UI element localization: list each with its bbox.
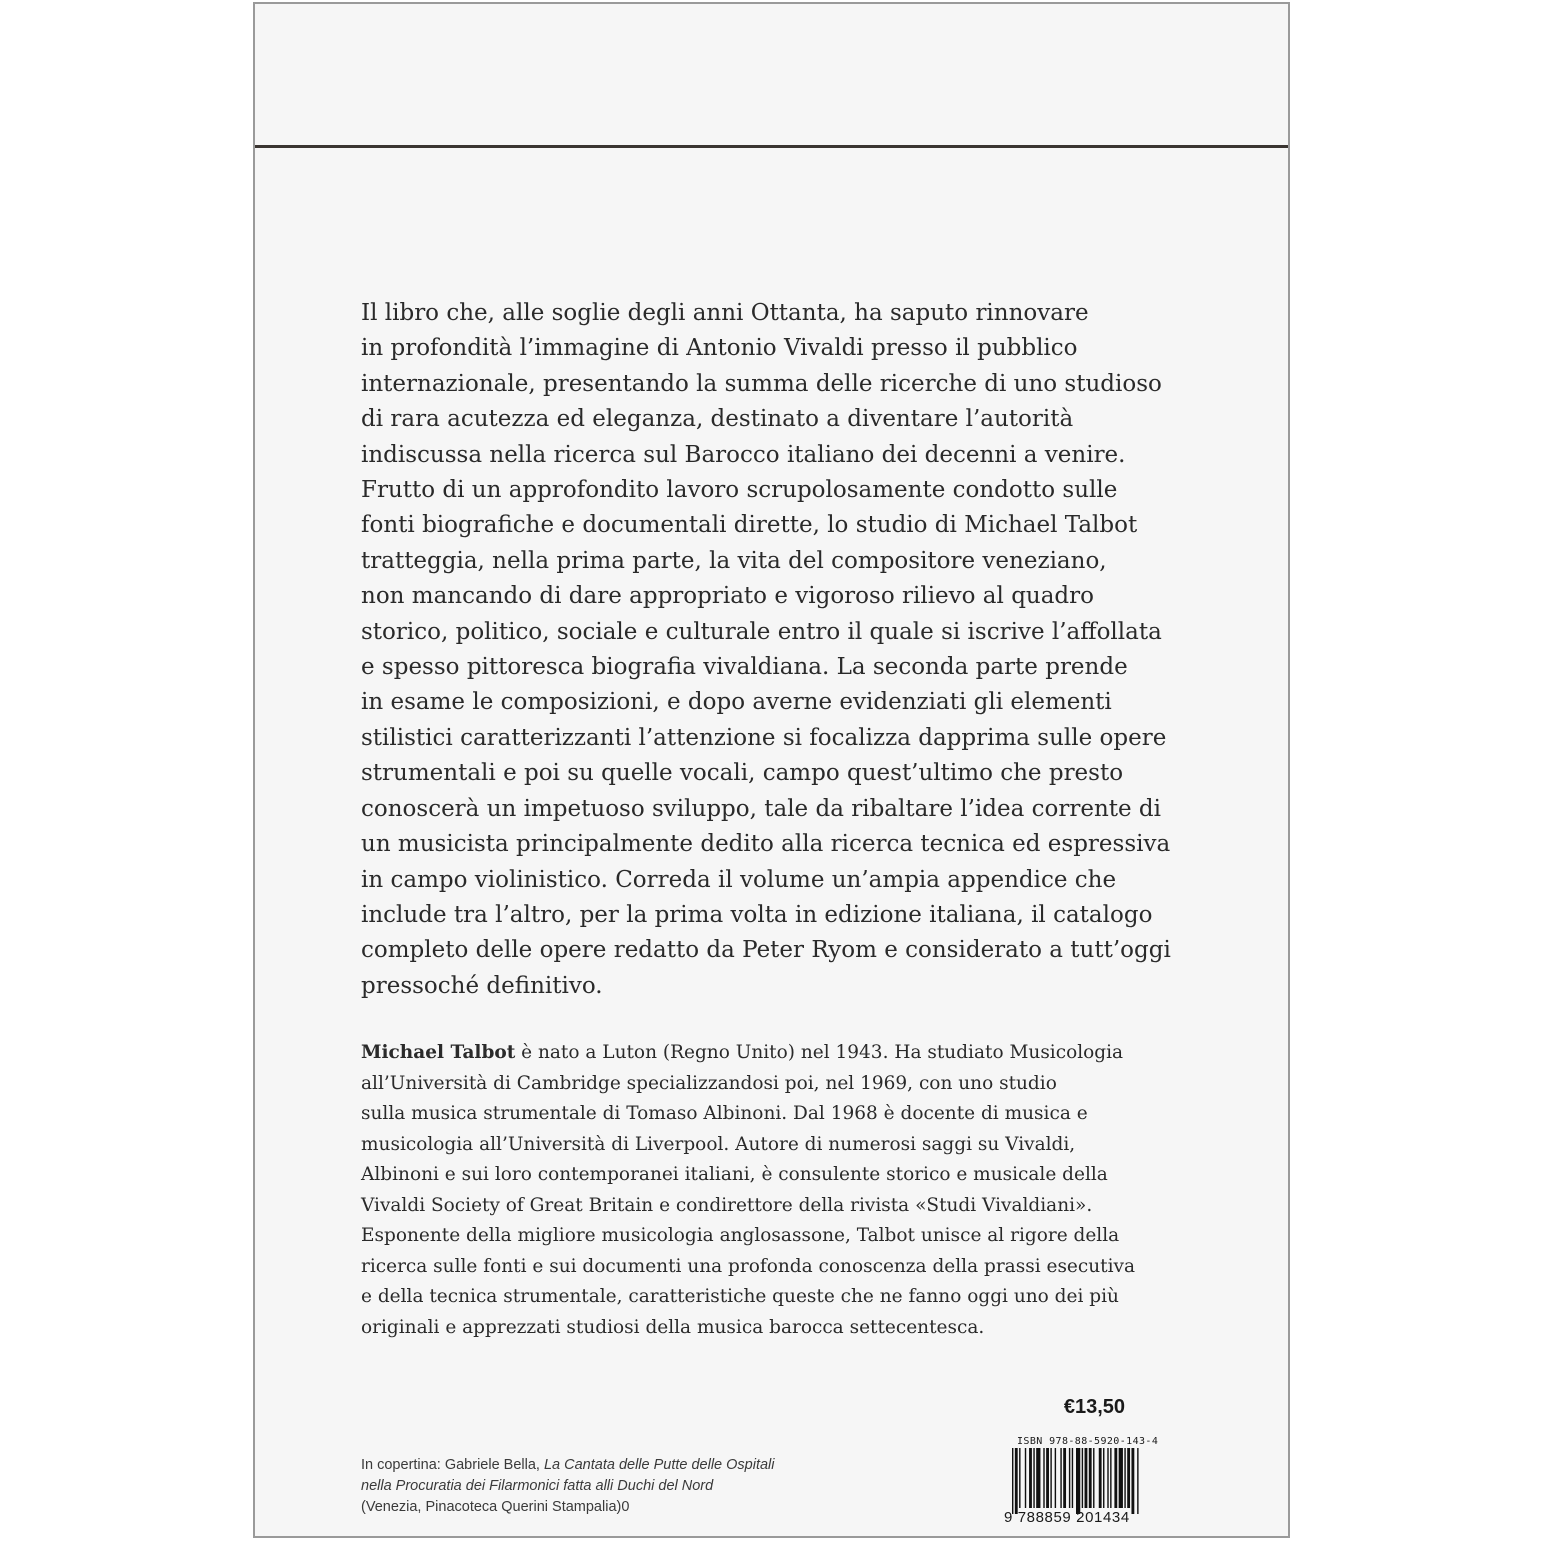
bio-line: musicologia all’Università di Liverpool. Autore di numerosi saggi su Vivaldi, [361, 1133, 1076, 1155]
barcode-bar [1025, 1448, 1026, 1508]
barcode-bar [1093, 1448, 1094, 1508]
synopsis-line: include tra l’altro, per la prima volta in edizione italiana, il catalogo [361, 901, 1153, 928]
synopsis-line: in esame le composizioni, e dopo averne evidenziati gli elementi [361, 689, 1112, 716]
barcode-bar [1046, 1448, 1049, 1508]
barcode-bar [1110, 1448, 1111, 1508]
credit-title-part2: nella Procuratia dei Filarmonici fatta alli Duchi del Nord [361, 1478, 714, 1494]
barcode-bar [1119, 1448, 1123, 1508]
cover-credit [361, 1455, 775, 1518]
author-bio [361, 1038, 1181, 1343]
barcode-bar [1015, 1448, 1018, 1514]
isbn-label: ISBN 978-88-5920-143-4 [1017, 1436, 1159, 1447]
barcode-bar [1029, 1448, 1032, 1508]
barcode-bar [1043, 1448, 1044, 1508]
synopsis-line: tratteggia, nella prima parte, la vita del compositore veneziano, [361, 547, 1107, 574]
bio-line: Esponente della migliore musicologia anglosassone, Talbot unisce al rigore della [361, 1225, 1120, 1246]
barcode-bar [1137, 1448, 1138, 1514]
bio-line: all’Università di Cambridge specializzandosi poi, nel 1969, con uno studio [361, 1072, 1057, 1094]
credit-location: (Venezia, Pinacoteca Querini Stampalia)0 [361, 1499, 630, 1515]
synopsis-line: pressoché definitivo. [361, 972, 603, 999]
synopsis-line: stilistici caratterizzanti l’attenzione si focalizza dapprima sulle opere [361, 724, 1167, 751]
synopsis-line: in campo violinistico. Correda il volume un’ampia appendice che [361, 866, 1117, 893]
price-label: €13,50 [1063, 1396, 1125, 1418]
barcode-image [1012, 1448, 1140, 1514]
bio-line: ricerca sulle fonti e sui documenti una profonda conoscenza della prassi esecutiva [361, 1255, 1135, 1277]
synopsis-line: e spesso pittoresca biografia vivaldiana. La seconda parte prende [361, 654, 1128, 681]
credit-line-2 [361, 1476, 775, 1497]
barcode-digits: 9 788859 201434 [1004, 1509, 1130, 1526]
synopsis-line: indiscussa nella ricerca sul Barocco italiano dei decenni a venire. [361, 441, 1126, 468]
synopsis-text [361, 296, 1181, 1004]
synopsis-line: Frutto di un approfondito lavoro scrupolosamente condotto sulle [361, 477, 1118, 504]
author-name: Michael Talbot [361, 1042, 516, 1063]
barcode-bar [1082, 1448, 1083, 1508]
book-back-cover [253, 2, 1290, 1538]
barcode-bar [1076, 1448, 1080, 1514]
synopsis-line: completo delle opere redatto da Peter Ryom e considerato a tutt’oggi [361, 937, 1171, 964]
barcode-bar [1131, 1448, 1134, 1514]
synopsis-line: conoscerà un impetuoso sviluppo, tale da ribaltare l’idea corrente di [361, 795, 1162, 822]
synopsis-line: strumentali e poi su quelle vocali, campo quest’ultimo che presto [361, 760, 1124, 787]
synopsis-line: internazionale, presentando la summa delle ricerche di uno studioso [361, 370, 1162, 397]
barcode-bar [1033, 1448, 1034, 1508]
barcode-bar [1036, 1448, 1040, 1508]
bio-line: e della tecnica strumentale, caratteristiche queste che ne fanno oggi uno dei più [361, 1286, 1119, 1307]
barcode-bar [1072, 1448, 1073, 1508]
synopsis-line: Il libro che, alle soglie degli anni Ottanta, ha saputo rinnovare [361, 300, 1089, 326]
barcode-bar [1055, 1448, 1056, 1508]
barcode-bar [1124, 1448, 1125, 1508]
credit-prefix: In copertina: Gabriele Bella, [361, 1457, 544, 1473]
credit-title-part1: La Cantata delle Putte delle Ospitali [543, 1457, 775, 1473]
bio-line: sulla musica strumentale di Tomaso Albinoni. Dal 1968 è docente di musica e [361, 1103, 1088, 1124]
barcode-bar [1085, 1448, 1088, 1508]
barcode-bar [1050, 1448, 1051, 1508]
barcode-bar [1019, 1448, 1020, 1508]
bio-line: Albinoni e sui loro contemporanei italiani, è consulente storico e musicale della [361, 1164, 1108, 1185]
bio-first-line [361, 1038, 1181, 1069]
barcode-bar [1069, 1448, 1070, 1508]
top-divider-rule [255, 145, 1288, 148]
synopsis-line: di rara acutezza ed eleganza, destinato a diventare l’autorità [361, 406, 1074, 433]
bio-first-line-rest: è nato a Luton (Regno Unito) nel 1943. Ha studiato Musicologia [515, 1042, 1124, 1063]
synopsis-line: storico, politico, sociale e culturale entro il quale si iscrive l’affollata [361, 618, 1162, 645]
barcode-bar [1114, 1448, 1117, 1508]
bio-line: originali e apprezzati studiosi della musica barocca settecentesca. [361, 1316, 985, 1338]
barcode-bar [1012, 1448, 1013, 1514]
barcode-bar [1103, 1448, 1104, 1508]
barcode-bar [1127, 1448, 1130, 1508]
synopsis-line: non mancando di dare appropriato e vigoroso rilievo al quadro [361, 583, 1095, 610]
synopsis-line: fonti biografiche e documentali dirette, lo studio di Michael Talbot [361, 512, 1138, 539]
bio-line: Vivaldi Society of Great Britain e condirettore della rivista «Studi Vivaldiani». [361, 1194, 1093, 1216]
barcode-bar [1099, 1448, 1102, 1508]
barcode-bar [1060, 1448, 1061, 1508]
barcode-bar [1063, 1448, 1066, 1508]
barcode-bar [1107, 1448, 1108, 1508]
synopsis-line: in profondità l’immagine di Antonio Vivaldi presso il pubblico [361, 335, 1078, 362]
barcode-bar [1089, 1448, 1092, 1508]
credit-line-1 [361, 1455, 775, 1476]
synopsis-line: un musicista principalmente dedito alla ricerca tecnica ed espressiva [361, 831, 1171, 858]
